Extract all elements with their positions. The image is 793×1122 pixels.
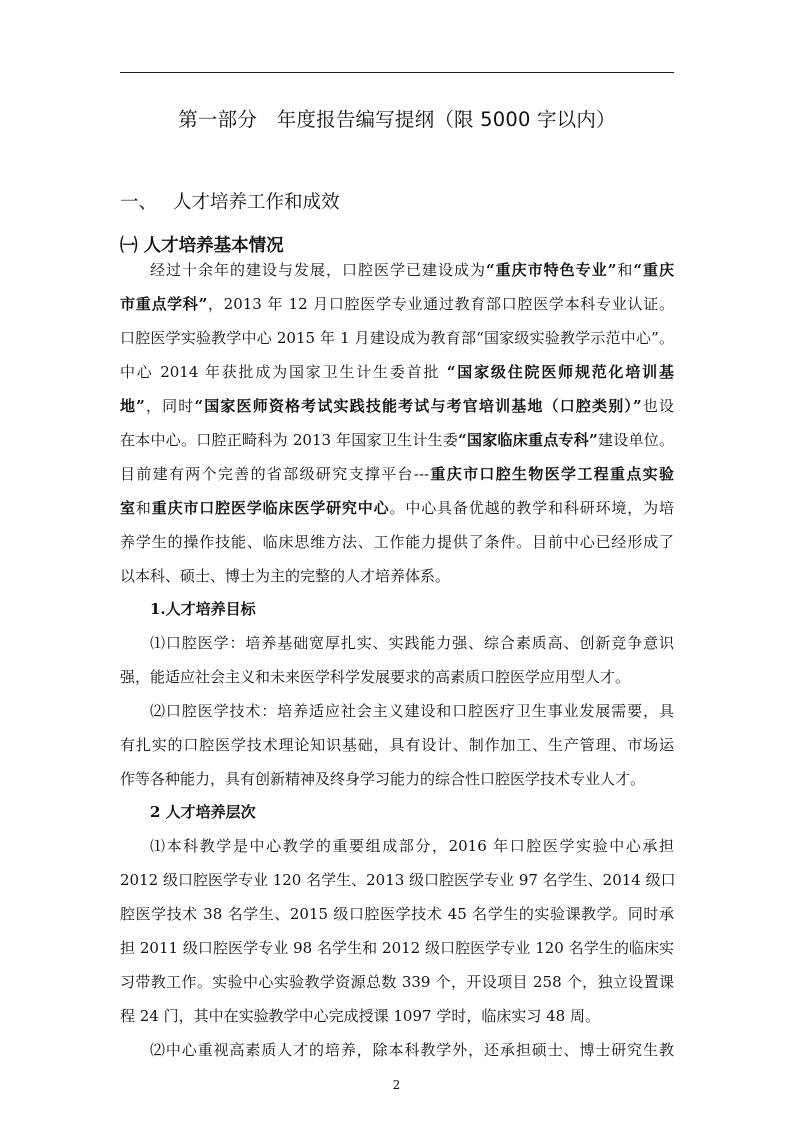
paragraph-line: 以本科、硕士、博士为主的完整的人才培养体系。: [120, 567, 451, 585]
paragraph-line: [120, 287, 674, 321]
paragraph-line: ⑴口腔医学：培养基础宽厚扎实、实践能力强、综合素质高、创新竞争意识: [150, 634, 674, 652]
text-run: ，同时: [144, 397, 195, 415]
paragraph-line: 担 2011 级口腔医学专业 98 名学生和 2012 级口腔医学专业 120 名学生的临床实: [120, 939, 674, 957]
text-run: 目前建有两个完善的省部级研究支撑平台---: [120, 465, 430, 483]
paragraph-line: 腔医学技术 38 名学生、2015 级口腔医学技术 45 名学生的实验课教学。同时承: [120, 905, 674, 923]
paragraph-line: ⑵中心重视高素质人才的培养，除本科教学外，还承担硕士、博士研究生教: [150, 1041, 674, 1059]
paragraph-line: [120, 423, 674, 457]
heading-levels: 2 人才培养层次: [150, 803, 256, 821]
paragraph-line: [120, 355, 674, 389]
subsection-title: ㈠ 人才培养基本情况: [120, 236, 284, 256]
heading-goals: 1.人才培养目标: [150, 600, 256, 618]
text-run: 中心 2014 年获批成为国家卫生计生委首批: [120, 363, 447, 381]
bold-run: 室: [120, 499, 136, 517]
paragraph-line: 口腔医学实验教学中心 2015 年 1 月建设成为教育部“国家级实验教学示范中心”。: [120, 329, 674, 347]
paragraph-line: ⑴本科教学是中心教学的重要组成部分，2016 年口腔医学实验中心承担: [150, 837, 674, 855]
bold-run: 重庆市口腔医学临床医学研究中心: [151, 499, 390, 517]
paragraph-line: 养学生的操作技能、临床思维方法、工作能力提供了条件。目前中心已经形成了: [120, 533, 674, 551]
bold-run: 重庆市口腔生物医学工程重点实验: [429, 465, 674, 483]
text-run: 经过十余年的建设与发展，口腔医学已建设成为: [150, 261, 487, 279]
paragraph-line: [120, 389, 674, 423]
paragraph-line: 强，能适应社会主义和未来医学科学发展要求的高素质口腔医学应用型人才。: [120, 668, 631, 686]
text-run: 和: [135, 499, 152, 517]
bold-run: “国家临床重点专科”: [458, 431, 598, 449]
text-run: 。中心具备优越的教学和科研环境，为培: [389, 499, 674, 517]
section-title: [120, 188, 340, 214]
paragraph-line: 程 24 门，其中在实验教学中心完成授课 1097 学时，临床实习 48 周。: [120, 1007, 600, 1025]
bold-run: “重庆: [633, 261, 674, 279]
text-run: 和: [616, 261, 634, 279]
bold-run: “国家级住院医师规范化培训基: [446, 363, 674, 381]
text-run: 也设: [641, 397, 674, 415]
header-rule: [120, 72, 674, 73]
paragraph-line: 2012 级口腔医学专业 120 名学生、2013 级口腔医学专业 97 名学生、2014 级口: [120, 871, 676, 889]
bold-run: 市重点学科”: [120, 295, 208, 313]
text-run: 建设单位。: [597, 431, 674, 449]
paragraph-line: 习带教工作。实验中心实验教学资源总数 339 个，开设项目 258 个，独立设置课: [120, 973, 674, 991]
part-title: 第一部分 年度报告编写提纲（限 5000 字以内）: [178, 108, 616, 131]
paragraph-line: 有扎实的口腔医学技术理论知识基础，具有设计、制作加工、生产管理、市场运: [120, 736, 674, 754]
page-number: 2: [392, 1078, 401, 1092]
section-number: 一、: [120, 192, 158, 213]
paragraph-line: [150, 253, 674, 287]
paragraph-line: [120, 491, 674, 525]
paragraph-line: ⑵口腔医学技术：培养适应社会主义建设和口腔医疗卫生事业发展需要，具: [150, 702, 674, 720]
text-run: ，2013 年 12 月口腔医学专业通过教育部口腔医学本科专业认证。: [207, 295, 674, 313]
bold-run: “国家医师资格考试实践技能考试与考官培训基地（口腔类别）”: [194, 397, 642, 415]
bold-run: 地”: [120, 397, 145, 415]
paragraph-line: 作等各种能力，具有创新精神及终身学习能力的综合性口腔医学技术专业人才。: [120, 770, 646, 788]
section-title-text: 人才培养工作和成效: [173, 192, 340, 213]
bold-run: “重庆市特色专业”: [486, 261, 617, 279]
text-run: 在本中心。口腔正畸科为 2013 年国家卫生计生委: [120, 431, 459, 449]
paragraph-line: [120, 457, 674, 491]
